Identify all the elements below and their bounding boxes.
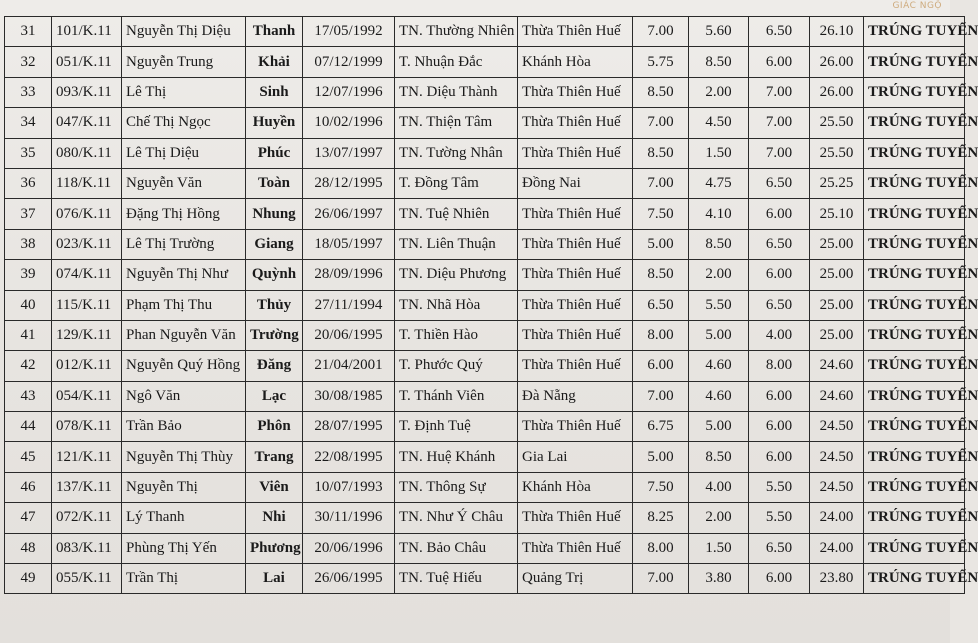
temple-cell: TN. Diệu Thành (395, 77, 518, 107)
row-number-cell: 48 (5, 533, 52, 563)
surname-cell: Lê Thị Trường (122, 229, 246, 259)
surname-cell: Nguyễn Quý Hồng (122, 351, 246, 381)
score-1-cell: 7.00 (633, 108, 689, 138)
score-3-cell: 6.50 (749, 533, 810, 563)
score-2-cell: 5.60 (689, 17, 749, 47)
table-row (5, 138, 965, 168)
given-name-cell: Viên (246, 472, 303, 502)
table-row (5, 199, 965, 229)
birth-date-cell: 28/12/1995 (303, 168, 395, 198)
given-name-cell: Nhung (246, 199, 303, 229)
surname-cell: Lý Thanh (122, 503, 246, 533)
candidate-code-cell: 047/K.11 (52, 108, 122, 138)
score-3-cell: 6.50 (749, 290, 810, 320)
score-1-cell: 7.00 (633, 381, 689, 411)
score-3-cell: 6.00 (749, 564, 810, 594)
result-cell: TRÚNG TUYỂN (864, 412, 965, 442)
province-cell: Khánh Hòa (518, 47, 633, 77)
birth-date-cell: 20/06/1996 (303, 533, 395, 563)
score-2-cell: 4.10 (689, 199, 749, 229)
score-3-cell: 6.00 (749, 47, 810, 77)
province-cell: Thừa Thiên Huế (518, 138, 633, 168)
temple-cell: T. Đồng Tâm (395, 168, 518, 198)
candidate-code-cell: 078/K.11 (52, 412, 122, 442)
total-score-cell: 24.50 (810, 442, 864, 472)
score-3-cell: 6.50 (749, 17, 810, 47)
total-score-cell: 25.25 (810, 168, 864, 198)
score-2-cell: 5.00 (689, 412, 749, 442)
score-3-cell: 7.00 (749, 108, 810, 138)
row-number-cell: 41 (5, 320, 52, 350)
temple-cell: TN. Huệ Khánh (395, 442, 518, 472)
row-number-cell: 49 (5, 564, 52, 594)
candidate-code-cell: 080/K.11 (52, 138, 122, 168)
row-number-cell: 33 (5, 77, 52, 107)
score-3-cell: 7.00 (749, 138, 810, 168)
given-name-cell: Thanh (246, 17, 303, 47)
surname-cell: Phạm Thị Thu (122, 290, 246, 320)
score-1-cell: 6.50 (633, 290, 689, 320)
row-number-cell: 31 (5, 17, 52, 47)
row-number-cell: 34 (5, 108, 52, 138)
total-score-cell: 25.00 (810, 290, 864, 320)
candidate-code-cell: 093/K.11 (52, 77, 122, 107)
temple-cell: TN. Thông Sự (395, 472, 518, 502)
row-number-cell: 35 (5, 138, 52, 168)
birth-date-cell: 26/06/1995 (303, 564, 395, 594)
candidate-code-cell: 118/K.11 (52, 168, 122, 198)
temple-cell: TN. Như Ý Châu (395, 503, 518, 533)
total-score-cell: 25.00 (810, 260, 864, 290)
surname-cell: Phan Nguyễn Văn (122, 320, 246, 350)
total-score-cell: 26.00 (810, 47, 864, 77)
score-1-cell: 6.75 (633, 412, 689, 442)
score-2-cell: 1.50 (689, 533, 749, 563)
score-2-cell: 8.50 (689, 47, 749, 77)
score-2-cell: 2.00 (689, 503, 749, 533)
candidate-code-cell: 101/K.11 (52, 17, 122, 47)
temple-cell: TN. Tường Nhân (395, 138, 518, 168)
birth-date-cell: 07/12/1999 (303, 47, 395, 77)
candidate-code-cell: 074/K.11 (52, 260, 122, 290)
result-cell: TRÚNG TUYỂN (864, 138, 965, 168)
row-number-cell: 40 (5, 290, 52, 320)
given-name-cell: Nhi (246, 503, 303, 533)
province-cell: Gia Lai (518, 442, 633, 472)
row-number-cell: 47 (5, 503, 52, 533)
province-cell: Thừa Thiên Huế (518, 17, 633, 47)
given-name-cell: Đăng (246, 351, 303, 381)
province-cell: Thừa Thiên Huế (518, 503, 633, 533)
row-number-cell: 36 (5, 168, 52, 198)
score-1-cell: 8.50 (633, 138, 689, 168)
surname-cell: Lê Thị (122, 77, 246, 107)
result-cell: TRÚNG TUYỂN (864, 199, 965, 229)
total-score-cell: 25.50 (810, 138, 864, 168)
table-row (5, 381, 965, 411)
score-2-cell: 2.00 (689, 260, 749, 290)
surname-cell: Đặng Thị Hồng (122, 199, 246, 229)
score-3-cell: 6.00 (749, 381, 810, 411)
birth-date-cell: 30/08/1985 (303, 381, 395, 411)
temple-cell: T. Định Tuệ (395, 412, 518, 442)
candidate-code-cell: 129/K.11 (52, 320, 122, 350)
result-cell: TRÚNG TUYỂN (864, 17, 965, 47)
score-2-cell: 3.80 (689, 564, 749, 594)
surname-cell: Lê Thị Diệu (122, 138, 246, 168)
table-row (5, 168, 965, 198)
score-1-cell: 8.00 (633, 320, 689, 350)
temple-cell: T. Phước Quý (395, 351, 518, 381)
score-2-cell: 4.75 (689, 168, 749, 198)
candidate-code-cell: 076/K.11 (52, 199, 122, 229)
total-score-cell: 24.00 (810, 503, 864, 533)
surname-cell: Nguyễn Thị Diệu (122, 17, 246, 47)
result-cell: TRÚNG TUYỂN (864, 108, 965, 138)
result-cell: TRÚNG TUYỂN (864, 503, 965, 533)
given-name-cell: Phôn (246, 412, 303, 442)
score-2-cell: 2.00 (689, 77, 749, 107)
temple-cell: TN. Thường Nhiên (395, 17, 518, 47)
total-score-cell: 25.10 (810, 199, 864, 229)
temple-cell: TN. Bảo Châu (395, 533, 518, 563)
province-cell: Khánh Hòa (518, 472, 633, 502)
birth-date-cell: 10/07/1993 (303, 472, 395, 502)
total-score-cell: 24.00 (810, 533, 864, 563)
score-2-cell: 5.00 (689, 320, 749, 350)
province-cell: Thừa Thiên Huế (518, 229, 633, 259)
birth-date-cell: 22/08/1995 (303, 442, 395, 472)
row-number-cell: 32 (5, 47, 52, 77)
birth-date-cell: 26/06/1997 (303, 199, 395, 229)
total-score-cell: 25.00 (810, 320, 864, 350)
surname-cell: Phùng Thị Yến (122, 533, 246, 563)
table-row (5, 47, 965, 77)
table-row (5, 472, 965, 502)
birth-date-cell: 30/11/1996 (303, 503, 395, 533)
birth-date-cell: 12/07/1996 (303, 77, 395, 107)
table-row (5, 229, 965, 259)
table-row (5, 351, 965, 381)
results-table (4, 16, 978, 594)
score-2-cell: 8.50 (689, 442, 749, 472)
given-name-cell: Sinh (246, 77, 303, 107)
province-cell: Thừa Thiên Huế (518, 290, 633, 320)
surname-cell: Nguyễn Thị (122, 472, 246, 502)
total-score-cell: 24.50 (810, 472, 864, 502)
temple-cell: T. Thiền Hào (395, 320, 518, 350)
result-cell: TRÚNG TUYỂN (864, 290, 965, 320)
result-cell: TRÚNG TUYỂN (864, 442, 965, 472)
province-cell: Thừa Thiên Huế (518, 412, 633, 442)
surname-cell: Nguyễn Thị Như (122, 260, 246, 290)
temple-cell: T. Thánh Viên (395, 381, 518, 411)
table-row (5, 290, 965, 320)
score-1-cell: 5.00 (633, 229, 689, 259)
row-number-cell: 43 (5, 381, 52, 411)
surname-cell: Trần Thị (122, 564, 246, 594)
province-cell: Thừa Thiên Huế (518, 77, 633, 107)
result-cell: TRÚNG TUYỂN (864, 260, 965, 290)
score-3-cell: 6.00 (749, 199, 810, 229)
score-3-cell: 6.00 (749, 412, 810, 442)
birth-date-cell: 27/11/1994 (303, 290, 395, 320)
candidate-code-cell: 083/K.11 (52, 533, 122, 563)
given-name-cell: Phương (246, 533, 303, 563)
surname-cell: Chế Thị Ngọc (122, 108, 246, 138)
score-3-cell: 5.50 (749, 472, 810, 502)
score-1-cell: 8.50 (633, 77, 689, 107)
score-2-cell: 4.00 (689, 472, 749, 502)
result-cell: TRÚNG TUYỂN (864, 229, 965, 259)
total-score-cell: 24.60 (810, 351, 864, 381)
surname-cell: Ngô Văn (122, 381, 246, 411)
total-score-cell: 25.00 (810, 229, 864, 259)
table-row (5, 77, 965, 107)
candidate-code-cell: 012/K.11 (52, 351, 122, 381)
birth-date-cell: 21/04/2001 (303, 351, 395, 381)
given-name-cell: Huyền (246, 108, 303, 138)
watermark-logo: GIÁC NGỘ (892, 1, 942, 11)
result-cell: TRÚNG TUYỂN (864, 77, 965, 107)
birth-date-cell: 17/05/1992 (303, 17, 395, 47)
candidate-code-cell: 051/K.11 (52, 47, 122, 77)
row-number-cell: 37 (5, 199, 52, 229)
candidate-code-cell: 055/K.11 (52, 564, 122, 594)
province-cell: Đà Nẵng (518, 381, 633, 411)
province-cell: Thừa Thiên Huế (518, 199, 633, 229)
candidate-code-cell: 115/K.11 (52, 290, 122, 320)
total-score-cell: 24.50 (810, 412, 864, 442)
result-cell: TRÚNG TUYỂN (864, 381, 965, 411)
score-1-cell: 7.50 (633, 472, 689, 502)
given-name-cell: Quỳnh (246, 260, 303, 290)
score-3-cell: 8.00 (749, 351, 810, 381)
score-1-cell: 5.00 (633, 442, 689, 472)
province-cell: Thừa Thiên Huế (518, 108, 633, 138)
surname-cell: Nguyễn Thị Thùy (122, 442, 246, 472)
candidate-code-cell: 072/K.11 (52, 503, 122, 533)
row-number-cell: 42 (5, 351, 52, 381)
total-score-cell: 25.50 (810, 108, 864, 138)
table-row (5, 564, 965, 594)
result-cell: TRÚNG TUYỂN (864, 472, 965, 502)
row-number-cell: 38 (5, 229, 52, 259)
temple-cell: TN. Tuệ Hiếu (395, 564, 518, 594)
given-name-cell: Khải (246, 47, 303, 77)
result-cell: TRÚNG TUYỂN (864, 351, 965, 381)
table-row (5, 260, 965, 290)
results-table-body (5, 17, 978, 594)
province-cell: Thừa Thiên Huế (518, 533, 633, 563)
total-score-cell: 23.80 (810, 564, 864, 594)
score-1-cell: 7.00 (633, 17, 689, 47)
given-name-cell: Thủy (246, 290, 303, 320)
surname-cell: Nguyễn Văn (122, 168, 246, 198)
result-cell: TRÚNG TUYỂN (864, 168, 965, 198)
table-row (5, 503, 965, 533)
province-cell: Thừa Thiên Huế (518, 351, 633, 381)
score-1-cell: 8.50 (633, 260, 689, 290)
score-1-cell: 5.75 (633, 47, 689, 77)
province-cell: Thừa Thiên Huế (518, 260, 633, 290)
province-cell: Thừa Thiên Huế (518, 320, 633, 350)
score-1-cell: 8.25 (633, 503, 689, 533)
score-2-cell: 4.50 (689, 108, 749, 138)
score-1-cell: 6.00 (633, 351, 689, 381)
birth-date-cell: 13/07/1997 (303, 138, 395, 168)
score-1-cell: 7.50 (633, 199, 689, 229)
result-cell: TRÚNG TUYỂN (864, 533, 965, 563)
score-3-cell: 6.50 (749, 229, 810, 259)
score-2-cell: 5.50 (689, 290, 749, 320)
temple-cell: TN. Liên Thuận (395, 229, 518, 259)
temple-cell: T. Nhuận Đắc (395, 47, 518, 77)
birth-date-cell: 20/06/1995 (303, 320, 395, 350)
score-3-cell: 6.00 (749, 260, 810, 290)
total-score-cell: 26.10 (810, 17, 864, 47)
score-1-cell: 7.00 (633, 564, 689, 594)
birth-date-cell: 10/02/1996 (303, 108, 395, 138)
candidate-code-cell: 023/K.11 (52, 229, 122, 259)
score-2-cell: 8.50 (689, 229, 749, 259)
candidate-code-cell: 054/K.11 (52, 381, 122, 411)
given-name-cell: Trường (246, 320, 303, 350)
given-name-cell: Phúc (246, 138, 303, 168)
result-cell: TRÚNG TUYỂN (864, 564, 965, 594)
surname-cell: Trần Bảo (122, 412, 246, 442)
row-number-cell: 46 (5, 472, 52, 502)
score-2-cell: 4.60 (689, 381, 749, 411)
table-row (5, 17, 965, 47)
candidate-code-cell: 137/K.11 (52, 472, 122, 502)
total-score-cell: 24.60 (810, 381, 864, 411)
result-cell: TRÚNG TUYỂN (864, 320, 965, 350)
temple-cell: TN. Nhã Hòa (395, 290, 518, 320)
given-name-cell: Lai (246, 564, 303, 594)
birth-date-cell: 28/09/1996 (303, 260, 395, 290)
score-3-cell: 5.50 (749, 503, 810, 533)
row-number-cell: 39 (5, 260, 52, 290)
score-3-cell: 6.00 (749, 442, 810, 472)
province-cell: Quảng Trị (518, 564, 633, 594)
result-cell: TRÚNG TUYỂN (864, 47, 965, 77)
score-1-cell: 8.00 (633, 533, 689, 563)
score-3-cell: 4.00 (749, 320, 810, 350)
table-row (5, 320, 965, 350)
given-name-cell: Lạc (246, 381, 303, 411)
table-row (5, 533, 965, 563)
temple-cell: TN. Thiện Tâm (395, 108, 518, 138)
birth-date-cell: 18/05/1997 (303, 229, 395, 259)
score-3-cell: 6.50 (749, 168, 810, 198)
given-name-cell: Toàn (246, 168, 303, 198)
table-row (5, 442, 965, 472)
score-2-cell: 4.60 (689, 351, 749, 381)
row-number-cell: 44 (5, 412, 52, 442)
table-row (5, 108, 965, 138)
row-number-cell: 45 (5, 442, 52, 472)
given-name-cell: Trang (246, 442, 303, 472)
surname-cell: Nguyễn Trung (122, 47, 246, 77)
score-1-cell: 7.00 (633, 168, 689, 198)
total-score-cell: 26.00 (810, 77, 864, 107)
table-row (5, 412, 965, 442)
birth-date-cell: 28/07/1995 (303, 412, 395, 442)
temple-cell: TN. Tuệ Nhiên (395, 199, 518, 229)
given-name-cell: Giang (246, 229, 303, 259)
candidate-code-cell: 121/K.11 (52, 442, 122, 472)
score-3-cell: 7.00 (749, 77, 810, 107)
temple-cell: TN. Diệu Phương (395, 260, 518, 290)
province-cell: Đồng Nai (518, 168, 633, 198)
score-2-cell: 1.50 (689, 138, 749, 168)
